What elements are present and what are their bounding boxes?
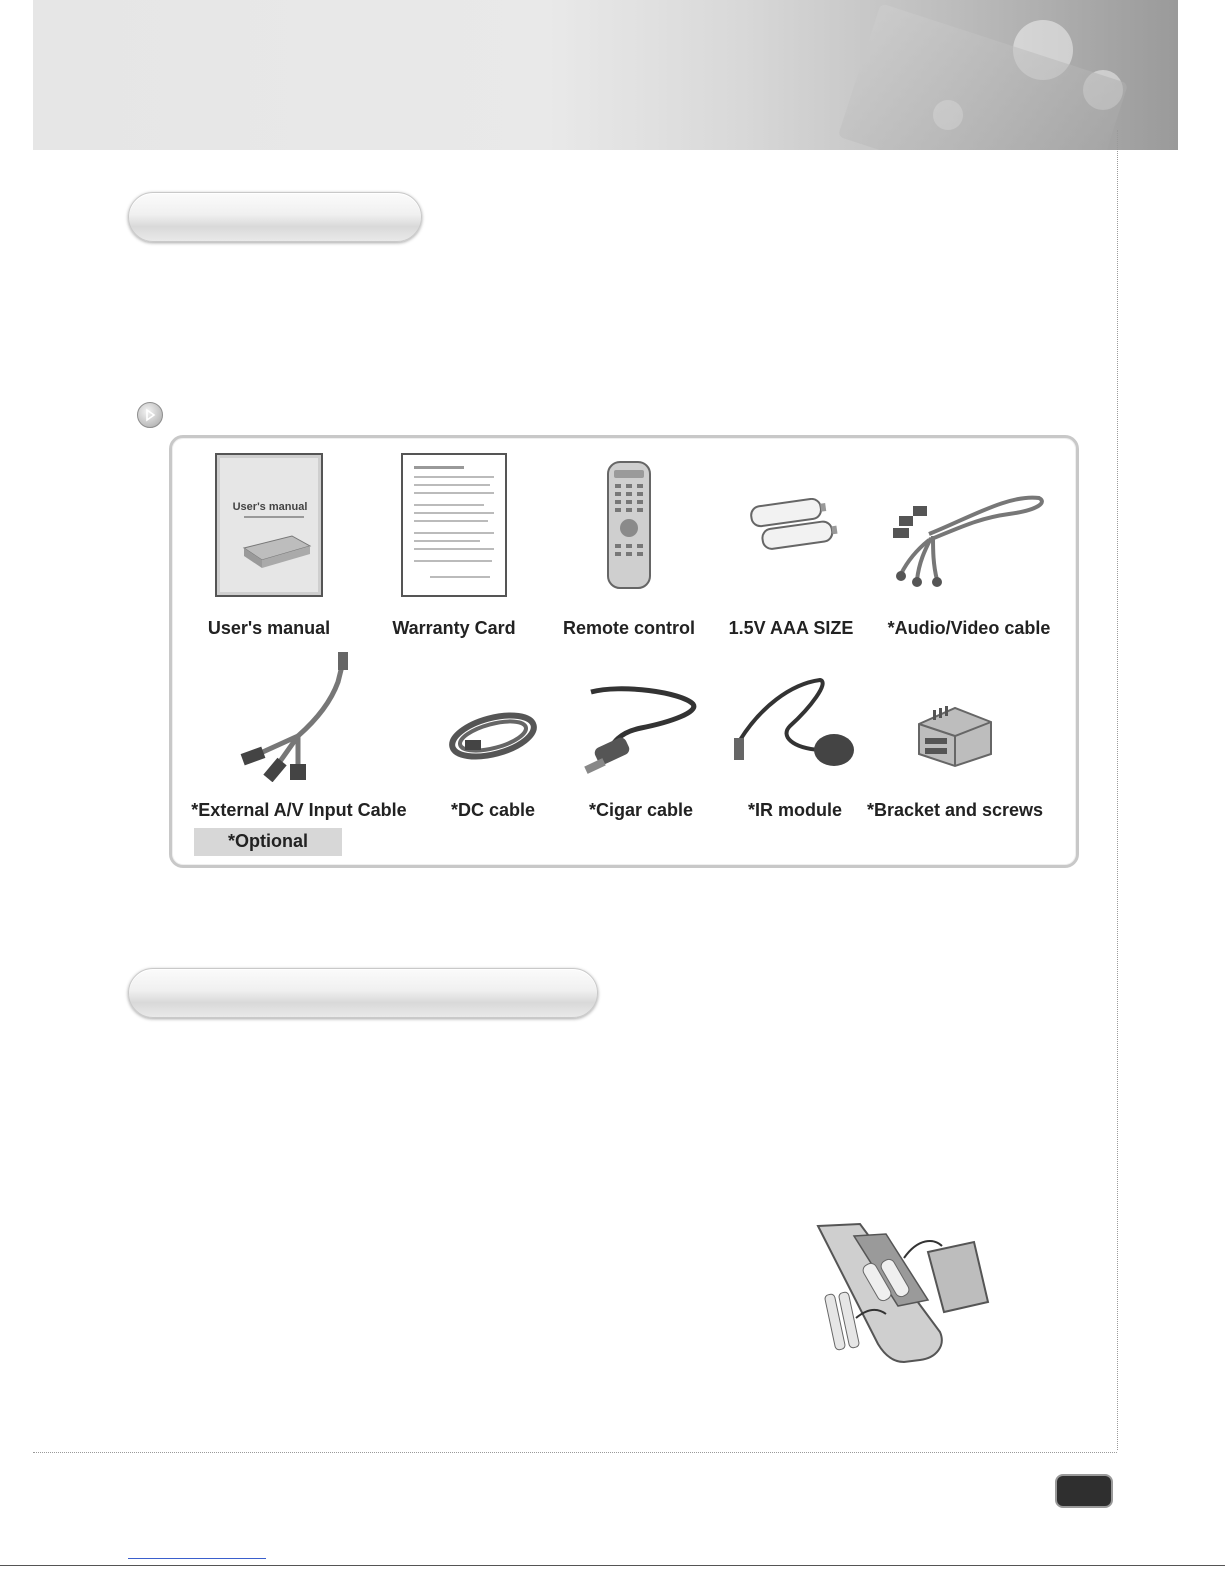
- optional-note: *Optional: [194, 828, 342, 856]
- accessory-label: *Cigar cable: [588, 800, 694, 820]
- section-header-remote: [128, 968, 598, 1018]
- margin-dotted-line: [1117, 130, 1118, 1450]
- av-cable-icon: [889, 488, 1049, 588]
- accessory-label: *External A/V Input Cable: [191, 800, 407, 820]
- dc-cable-icon: [445, 704, 541, 768]
- accessory-label: *DC cable: [450, 800, 536, 820]
- footer-link: [128, 1558, 266, 1559]
- accessory-item: [874, 488, 1064, 638]
- external-av-cable-icon: [234, 652, 364, 782]
- accessory-label: Warranty Card: [392, 618, 516, 638]
- warranty-card-icon: [400, 452, 508, 598]
- cigar-cable-icon: [581, 682, 701, 782]
- accessories-panel: [169, 435, 1079, 868]
- remote-battery-illustration: [808, 1222, 998, 1367]
- svg-text:User's manual: User's manual: [232, 501, 308, 513]
- header-banner: [33, 0, 1178, 150]
- footer-dotted-line: [33, 1452, 1117, 1453]
- footer-rule: [0, 1565, 1225, 1566]
- bracket-icon: [915, 704, 995, 770]
- accessory-item: [359, 452, 549, 638]
- battery-icon: [743, 498, 839, 554]
- accessory-item: [174, 452, 364, 638]
- manual-icon: [214, 452, 324, 598]
- accessory-label: *Audio/Video cable: [887, 618, 1051, 638]
- accessory-label: Remote control: [562, 618, 695, 638]
- accessory-label: *IR module: [747, 800, 842, 820]
- bullet-icon: [137, 402, 163, 428]
- accessory-item: [860, 704, 1050, 820]
- accessory-item: [191, 652, 407, 820]
- page-number-badge: [1055, 1474, 1113, 1508]
- accessory-label: User's manual: [207, 618, 331, 638]
- accessory-label: *Bracket and screws: [866, 800, 1044, 820]
- remote-control-icon: [604, 460, 654, 590]
- ir-module-icon: [730, 678, 860, 782]
- accessory-item: [696, 498, 886, 638]
- accessory-label: 1.5V AAA SIZE: [728, 618, 854, 638]
- section-header-accessories: [128, 192, 422, 242]
